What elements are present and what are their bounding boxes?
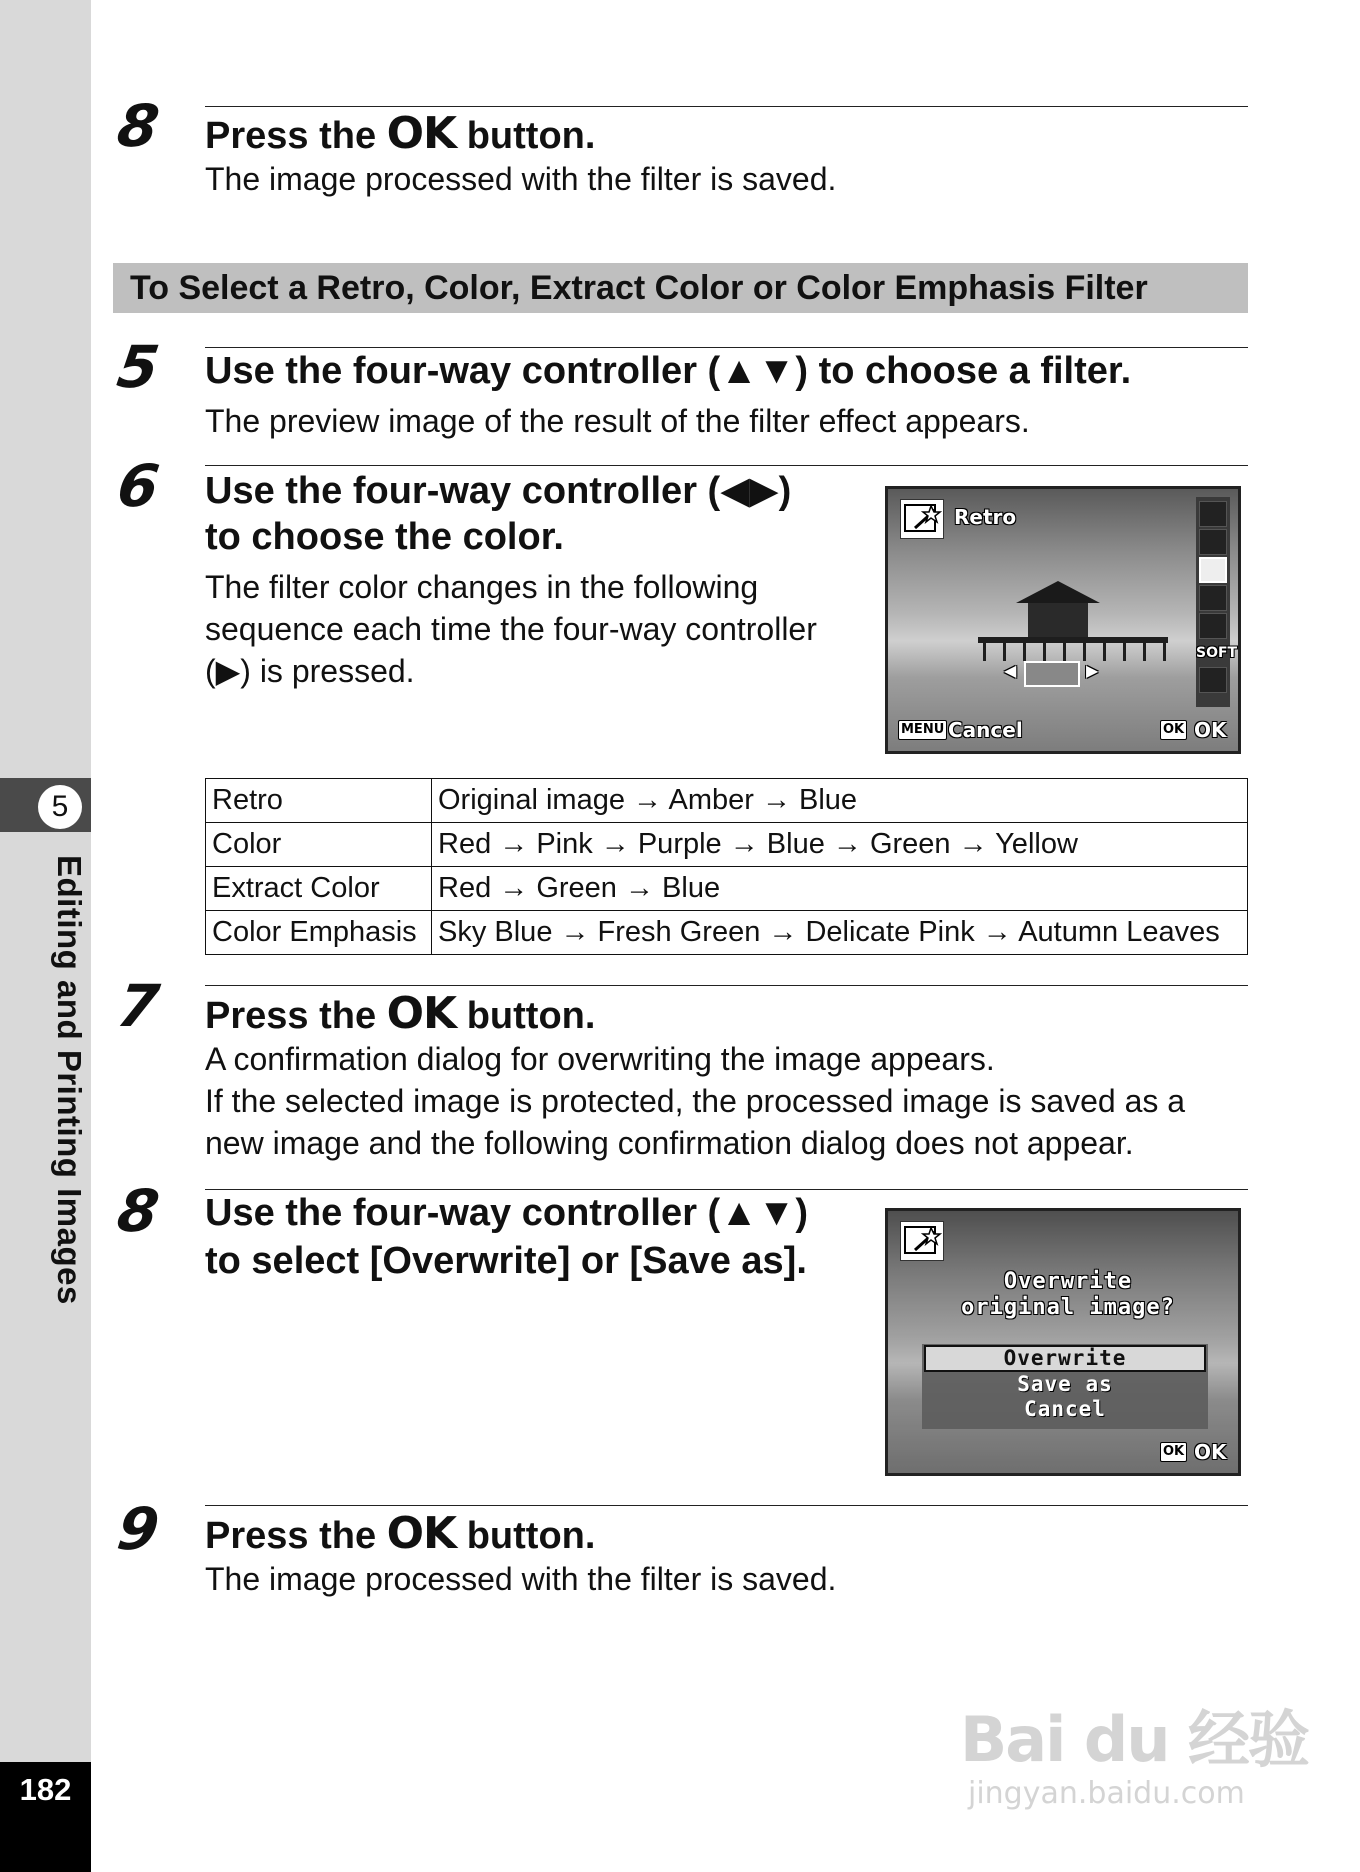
- arrow-right-icon: ▶: [1086, 661, 1099, 680]
- ok-label: OK: [1194, 718, 1227, 742]
- cancel-label: Cancel: [948, 718, 1023, 742]
- step-heading-line1: Use the four-way controller (▲▼): [205, 1192, 809, 1234]
- filter-cell: Extract Color: [206, 867, 432, 911]
- table-row: [206, 779, 1248, 823]
- filter-cell: Color Emphasis: [206, 911, 432, 955]
- watermark-url: jingyan.baidu.com: [968, 1776, 1245, 1811]
- step-body: The image processed with the filter is saved.: [205, 1561, 837, 1597]
- step-body-line1: The filter color changes in the following: [205, 569, 759, 605]
- section-title: To Select a Retro, Color, Extract Color or Color Emphasis Filter: [130, 269, 1148, 307]
- step-number: 5: [113, 333, 164, 401]
- step-divider: [205, 347, 1248, 348]
- step-heading-line2: to choose the color.: [205, 516, 564, 558]
- step-number: 6: [113, 452, 164, 520]
- step-body-line2: sequence each time the four-way controller: [205, 611, 817, 647]
- step-body: The preview image of the result of the filter effect appears.: [205, 403, 1030, 439]
- step-number: 9: [113, 1495, 164, 1563]
- watermark-logo: Bai du 经验: [960, 1703, 1309, 1776]
- step-number: 8: [113, 92, 164, 160]
- chapter-title: Editing and Printing Images: [51, 855, 88, 1305]
- step-body: The image processed with the filter is saved.: [205, 161, 837, 197]
- chapter-number: 5: [38, 785, 82, 829]
- step-divider: [205, 985, 1248, 986]
- step-number: 8: [113, 1177, 164, 1245]
- soft-label: SOFT: [1196, 645, 1238, 661]
- camera-screen-overwrite-dialog: [885, 1208, 1241, 1476]
- option-overwrite[interactable]: Overwrite: [1003, 1346, 1127, 1370]
- page-number: 182: [19, 1772, 72, 1807]
- filter-icon: [900, 499, 944, 539]
- step-heading-pre: Press the: [205, 115, 387, 157]
- ok-key-icon: OK: [1160, 720, 1187, 740]
- step-heading-post: button.: [456, 995, 596, 1037]
- filter-name: Retro: [954, 505, 1017, 529]
- magic-wand-icon: [901, 500, 943, 538]
- step-heading: [205, 988, 595, 1039]
- filter-icon: [900, 1221, 944, 1261]
- step-divider: [205, 1505, 1248, 1506]
- step-heading-line1: Use the four-way controller (◀▶): [205, 470, 792, 512]
- dialog-question-line2: original image?: [961, 1295, 1175, 1320]
- sequence-cell: Original image → Amber → Blue: [432, 779, 1248, 823]
- step-heading-post: button.: [456, 1515, 596, 1557]
- step-body-line1: A confirmation dialog for overwriting the image appears.: [205, 1041, 995, 1077]
- magic-wand-icon: [901, 1222, 943, 1260]
- table-row: [206, 823, 1248, 867]
- step-body-line2: If the selected image is protected, the processed image is saved as a: [205, 1083, 1186, 1119]
- strip-cell: [1199, 585, 1227, 611]
- strip-cell: [1199, 501, 1227, 527]
- dialog-question-line1: Overwrite: [1003, 1269, 1133, 1294]
- step-heading-pre: Press the: [205, 995, 387, 1037]
- step-heading: [205, 108, 595, 159]
- step-divider: [205, 1189, 1248, 1190]
- step-heading-line2: to select [Overwrite] or [Save as].: [205, 1240, 807, 1282]
- color-frame-indicator: [1024, 661, 1080, 687]
- ok-label: OK: [1194, 1440, 1227, 1464]
- ok-button-label: OK: [386, 1508, 457, 1559]
- sequence-cell: Red → Pink → Purple → Blue → Green → Yellow: [432, 823, 1248, 867]
- sequence-cell: Sky Blue → Fresh Green → Delicate Pink → Autumn Leaves: [432, 911, 1248, 955]
- step-heading: Use the four-way controller (▲▼) to choose a filter.: [205, 350, 1132, 392]
- table-row: [206, 911, 1248, 955]
- filter-cell: Retro: [206, 779, 432, 823]
- filter-sequence-table: [205, 778, 1248, 955]
- strip-cell: [1199, 667, 1227, 693]
- step-divider: [205, 106, 1248, 107]
- strip-cell-selected: [1199, 557, 1227, 583]
- table-row: [206, 867, 1248, 911]
- strip-cell: [1199, 613, 1227, 639]
- step-number: 7: [113, 972, 164, 1040]
- step-heading-post: button.: [456, 115, 596, 157]
- ok-button-label: OK: [386, 108, 457, 159]
- filter-cell: Color: [206, 823, 432, 867]
- menu-key-icon: MENU: [898, 720, 947, 740]
- strip-cell: [1199, 529, 1227, 555]
- camera-screen-filter-preview: [885, 486, 1241, 754]
- sequence-cell: Red → Green → Blue: [432, 867, 1248, 911]
- ok-button-label: OK: [386, 988, 457, 1039]
- color-selector-strip: [1196, 497, 1238, 707]
- step-divider: [205, 465, 1248, 466]
- ok-key-icon: OK: [1160, 1442, 1187, 1462]
- option-cancel[interactable]: Cancel: [1024, 1397, 1106, 1421]
- step-heading: [205, 1508, 595, 1559]
- step-body-line3: new image and the following confirmation dialog does not appear.: [205, 1125, 1134, 1161]
- step-heading-pre: Press the: [205, 1515, 387, 1557]
- arrow-left-icon: ◀: [1004, 661, 1017, 680]
- option-save-as[interactable]: Save as: [1017, 1372, 1113, 1396]
- step-body-line3: (▶) is pressed.: [205, 653, 415, 689]
